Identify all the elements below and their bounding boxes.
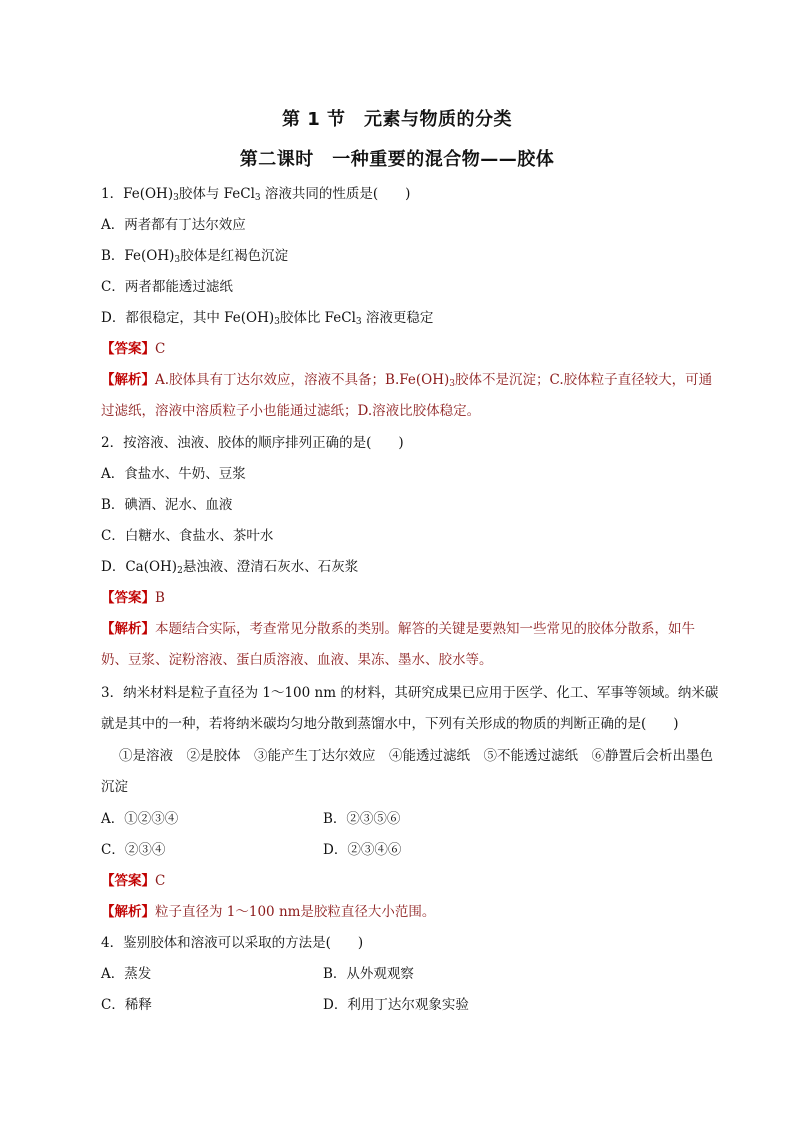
q3-option-b: B．②③⑤⑥	[323, 811, 401, 827]
q1-option-d: D．都很稳定，其中 $Fe(OH)_3$胶体比 FeCl$_3$ 溶液更稳定	[101, 310, 434, 327]
q4-stem: 4．鉴别胶体和溶液可以采取的方法是( )	[101, 935, 364, 951]
q3-stem-line2: 就是其中的一种，若将纳米碳均匀地分散到蒸馏水中，下列有关形成的物质的判断正确的是( )	[101, 716, 679, 732]
q3-answer: 【答案】C	[101, 873, 166, 889]
q4-option-a: A．蒸发	[101, 966, 152, 982]
q4-option-d: D．利用丁达尔观象实验	[323, 997, 469, 1013]
q1-stem: 1．$Fe(OH)_3$胶体与 FeCl$_3$ 溶液共同的性质是( )	[101, 186, 411, 203]
q2-option-c: C．白糖水、食盐水、茶叶水	[101, 528, 274, 544]
q3-stem-line1: 3．纳米材料是粒子直径为 1～100 nm 的材料，其研究成果已应用于医学、化工、军事等领域。纳米碳	[101, 685, 719, 701]
q3-explanation: 【解析】粒子直径为 1～100 nm是胶粒直径大小范围。	[101, 904, 436, 920]
q2-stem: 2．按溶液、浊液、胶体的顺序排列正确的是( )	[101, 435, 404, 451]
q3-statements-line1: ①是溶液 ②是胶体 ③能产生丁达尔效应 ④能透过滤纸 ⑤不能透过滤纸 ⑥静置后会析出墨色	[119, 748, 713, 764]
q2-explanation-line2: 奶、豆浆、淀粉溶液、蛋白质溶液、血液、果冻、墨水、胶水等。	[101, 652, 493, 668]
q1-option-c: C．两者都能透过滤纸	[101, 279, 233, 295]
q1-answer: 【答案】C	[101, 341, 166, 357]
q2-option-b: B．碘酒、泥水、血液	[101, 497, 233, 513]
lesson-title: 第二课时 一种重要的混合物——胶体	[239, 149, 555, 170]
q1-explanation-line2: 过滤纸，溶液中溶质粒子小也能通过滤纸；D.溶液比胶体稳定。	[101, 403, 481, 419]
q3-option-d: D．②③④⑥	[323, 842, 402, 858]
q2-option-d: D．$Ca(OH)_2$悬浊液、澄清石灰水、石灰浆	[101, 559, 359, 576]
q4-option-b: B．从外观观察	[323, 966, 414, 982]
q1-explanation-line1: 【解析】A.胶体具有丁达尔效应，溶液不具备；$B.Fe(OH)_3$胶体不是沉淀；C.胶体粒子直径较大，可通	[101, 372, 713, 389]
q3-option-c: C．②③④	[101, 842, 166, 858]
q3-statements-line2: 沉淀	[101, 779, 128, 795]
q4-option-c: C．稀释	[101, 997, 152, 1013]
q1-option-a: A．两者都有丁达尔效应	[101, 217, 246, 233]
q2-answer: 【答案】B	[101, 590, 165, 606]
q1-option-b: B．$Fe(OH)_3$胶体是红褐色沉淀	[101, 248, 289, 265]
q3-option-a: A．①②③④	[101, 811, 179, 827]
q2-explanation-line1: 【解析】本题结合实际，考查常见分散系的类别。解答的关键是要熟知一些常见的胶体分散系，如牛	[101, 621, 695, 637]
q2-option-a: A．食盐水、牛奶、豆浆	[101, 466, 246, 482]
section-title: 第 1 节 元素与物质的分类	[281, 109, 513, 130]
